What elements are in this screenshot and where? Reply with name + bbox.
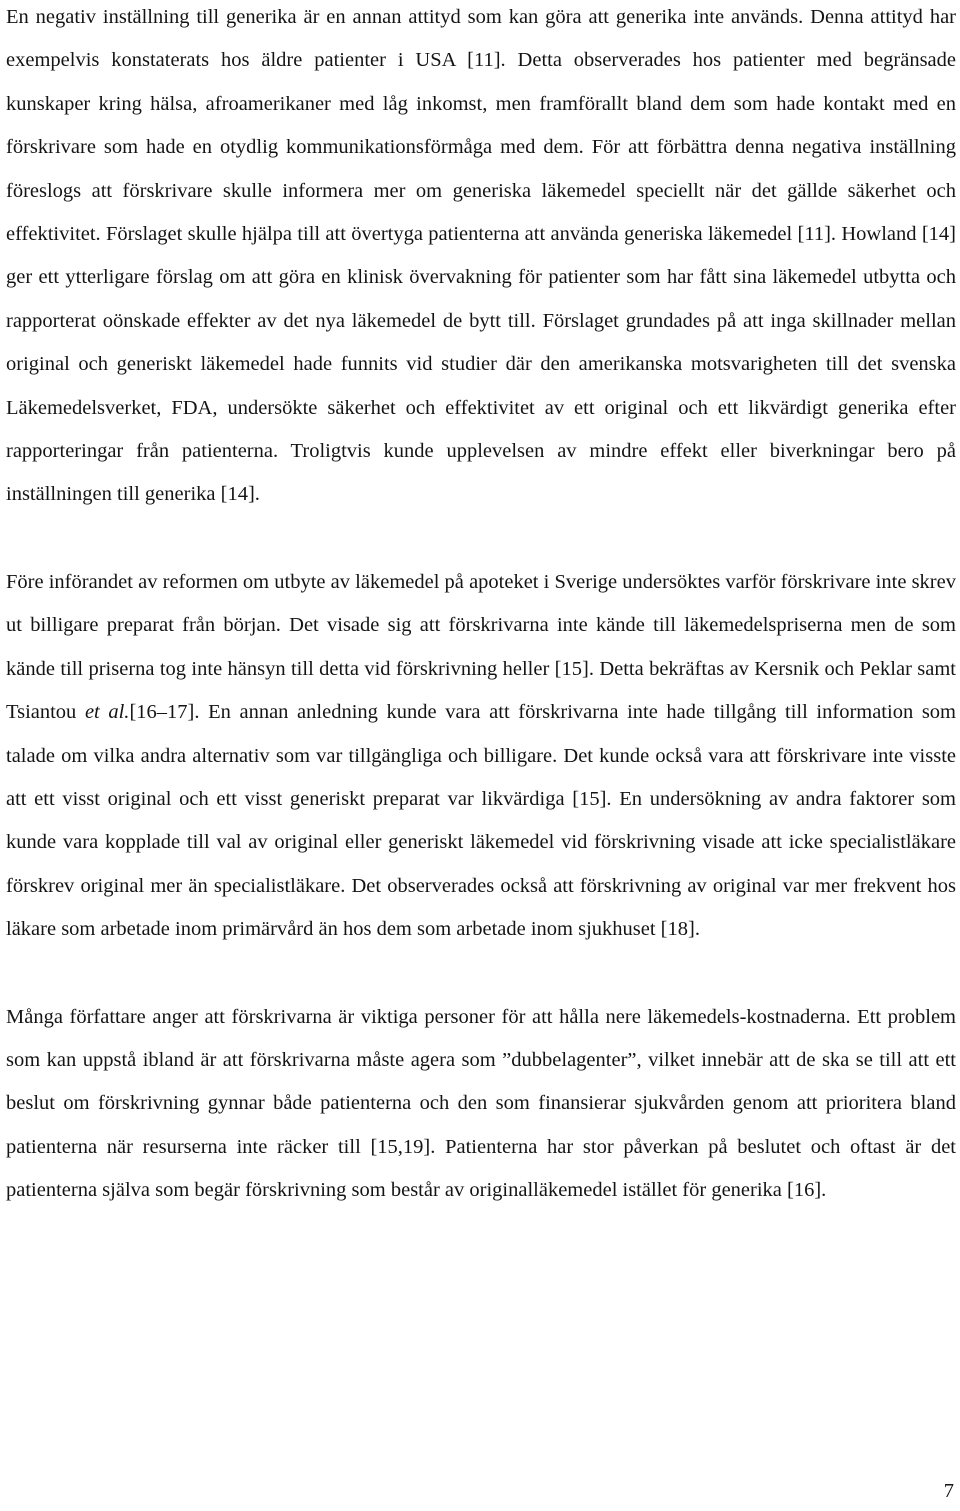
paragraph-prescriber-reasons xyxy=(6,561,956,952)
document-page xyxy=(6,0,956,1213)
paragraph-text: En negativ inställning till generika är en annan attityd som kan göra att generika inte används. Denna attityd har exempelvis konstaterats hos äldre patienter i USA [11]. Detta observerades hos patienter med begränsade kunskaper kring hälsa, afroamerikaner med låg inkomst, men framförallt bland dem som hade kontakt med en förskrivare som hade en otydlig kommunikationsförmåga med dem. För att förbättra denna negativa inställning föreslogs att förskrivare skulle informera mer om generiska läkemedel speciellt när det gällde säkerhet och effektivitet. Förslaget skulle hjälpa till att övertyga patienterna att använda generiska läkemedel [11]. Howland [14] ger ett ytterligare förslag om att göra en klinisk övervakning för patienter som har fått sina läkemedel utbytta och rapporterat oönskade effekter av det nya läkemedel de bytt till. Förslaget grundades på att inga skillnader mellan original och generiskt läkemedel hade funnits vid studier där den amerikanska motsvarigheten till det svenska Läkemedelsverket, FDA, undersökte säkerhet och effektivitet av ett original och ett likvärdigt generika efter rapporteringar från patienterna. Troligtvis kunde upplevelsen av mindre effekt eller biverkningar bero på inställningen till generika [14]. xyxy=(6,6,956,506)
paragraph-generic-attitude xyxy=(6,0,956,517)
paragraph-text-before-italic: Före införandet av reformen om utbyte av läkemedel på apoteket i Sverige undersöktes varför förskrivare inte skrev ut billigare preparat från början. Det visade sig att förskrivarna inte kände till läkemedelspriserna men de som kände till priserna tog inte hänsyn till detta vid förskrivning heller [15]. Detta bekräftas av Kersnik och Peklar samt Tsiantou xyxy=(6,570,956,724)
paragraph-prescriber-role xyxy=(6,996,956,1213)
paragraph-text: Många författare anger att förskrivarna är viktiga personer för att hålla nere läkemedels-kostnaderna. Ett problem som kan uppstå ibland är att förskrivarna måste agera som ”dubbelagenter”, vilket innebär att de ska se till att ett beslut om förskrivning gynnar både patienterna och den som finansierar sjukvården genom att prioritera bland patienterna när resurserna inte räcker till [15,19]. Patienterna har stor påverkan på beslutet och oftast är det patienterna själva som begär förskrivning som består av originalläkemedel istället för generika [16]. xyxy=(6,1005,956,1202)
page-number: 7 xyxy=(943,1480,954,1502)
italic-et-al: et al. xyxy=(84,701,130,724)
paragraph-text-after-italic: [16–17]. En annan anledning kunde vara att förskrivarna inte hade tillgång till information som talade om vilka andra alternativ som var tillgängliga och billigare. Det kunde också vara att förskrivare inte visste att ett visst original och ett visst generiskt preparat var likvärdiga [15]. En undersökning av andra faktorer som kunde vara kopplade till val av original eller generiskt läkemedel vid förskrivning visade att icke specialistläkare förskrev original mer än specialistläkare. Det observerades också att förskrivning av original var mer frekvent hos läkare som arbetade inom primärvård än hos dem som arbetade inom sjukhuset [18]. xyxy=(6,701,956,941)
